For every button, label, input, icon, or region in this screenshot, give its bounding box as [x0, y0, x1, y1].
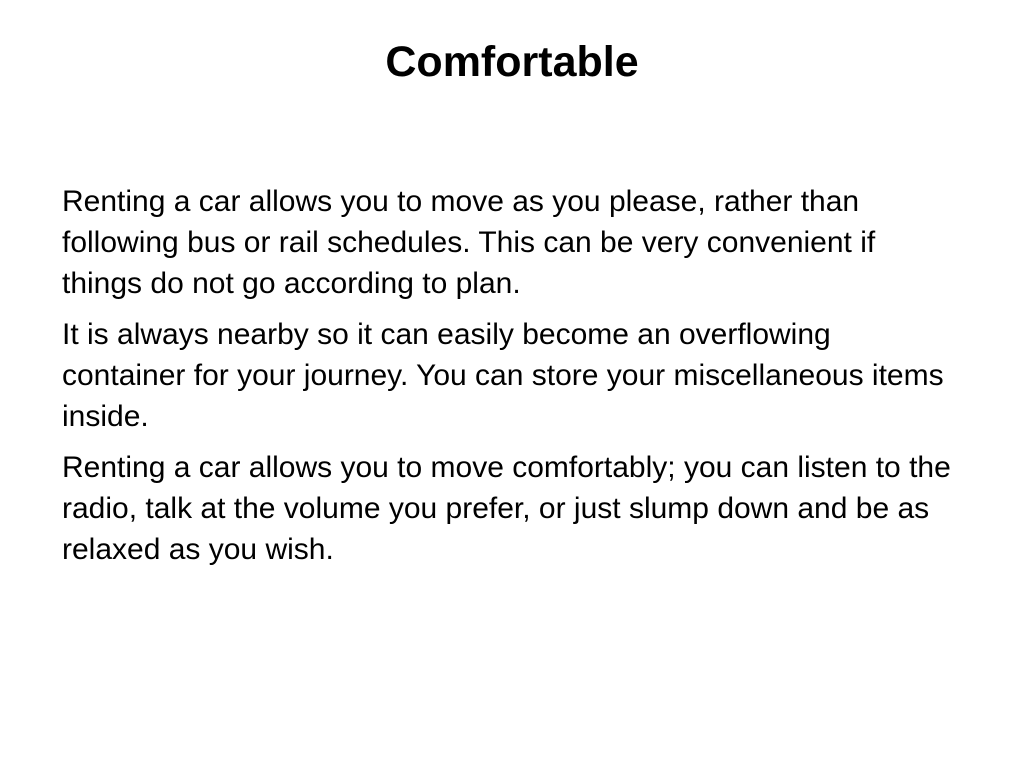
body-paragraph: Renting a car allows you to move as you please, rather than following bus or rail schedules. This can be very convenient if things do not go according to plan. [62, 185, 876, 300]
body-paragraph: It is always nearby so it can easily become an overflowing container for your journey. You can store your miscellaneous items inside. [62, 318, 944, 433]
slide-title: Comfortable [385, 38, 639, 86]
slide-body [62, 181, 962, 580]
body-paragraph: Renting a car allows you to move comfortably; you can listen to the radio, talk at the volume you prefer, or just slump down and be as relaxed as you wish. [62, 451, 951, 566]
